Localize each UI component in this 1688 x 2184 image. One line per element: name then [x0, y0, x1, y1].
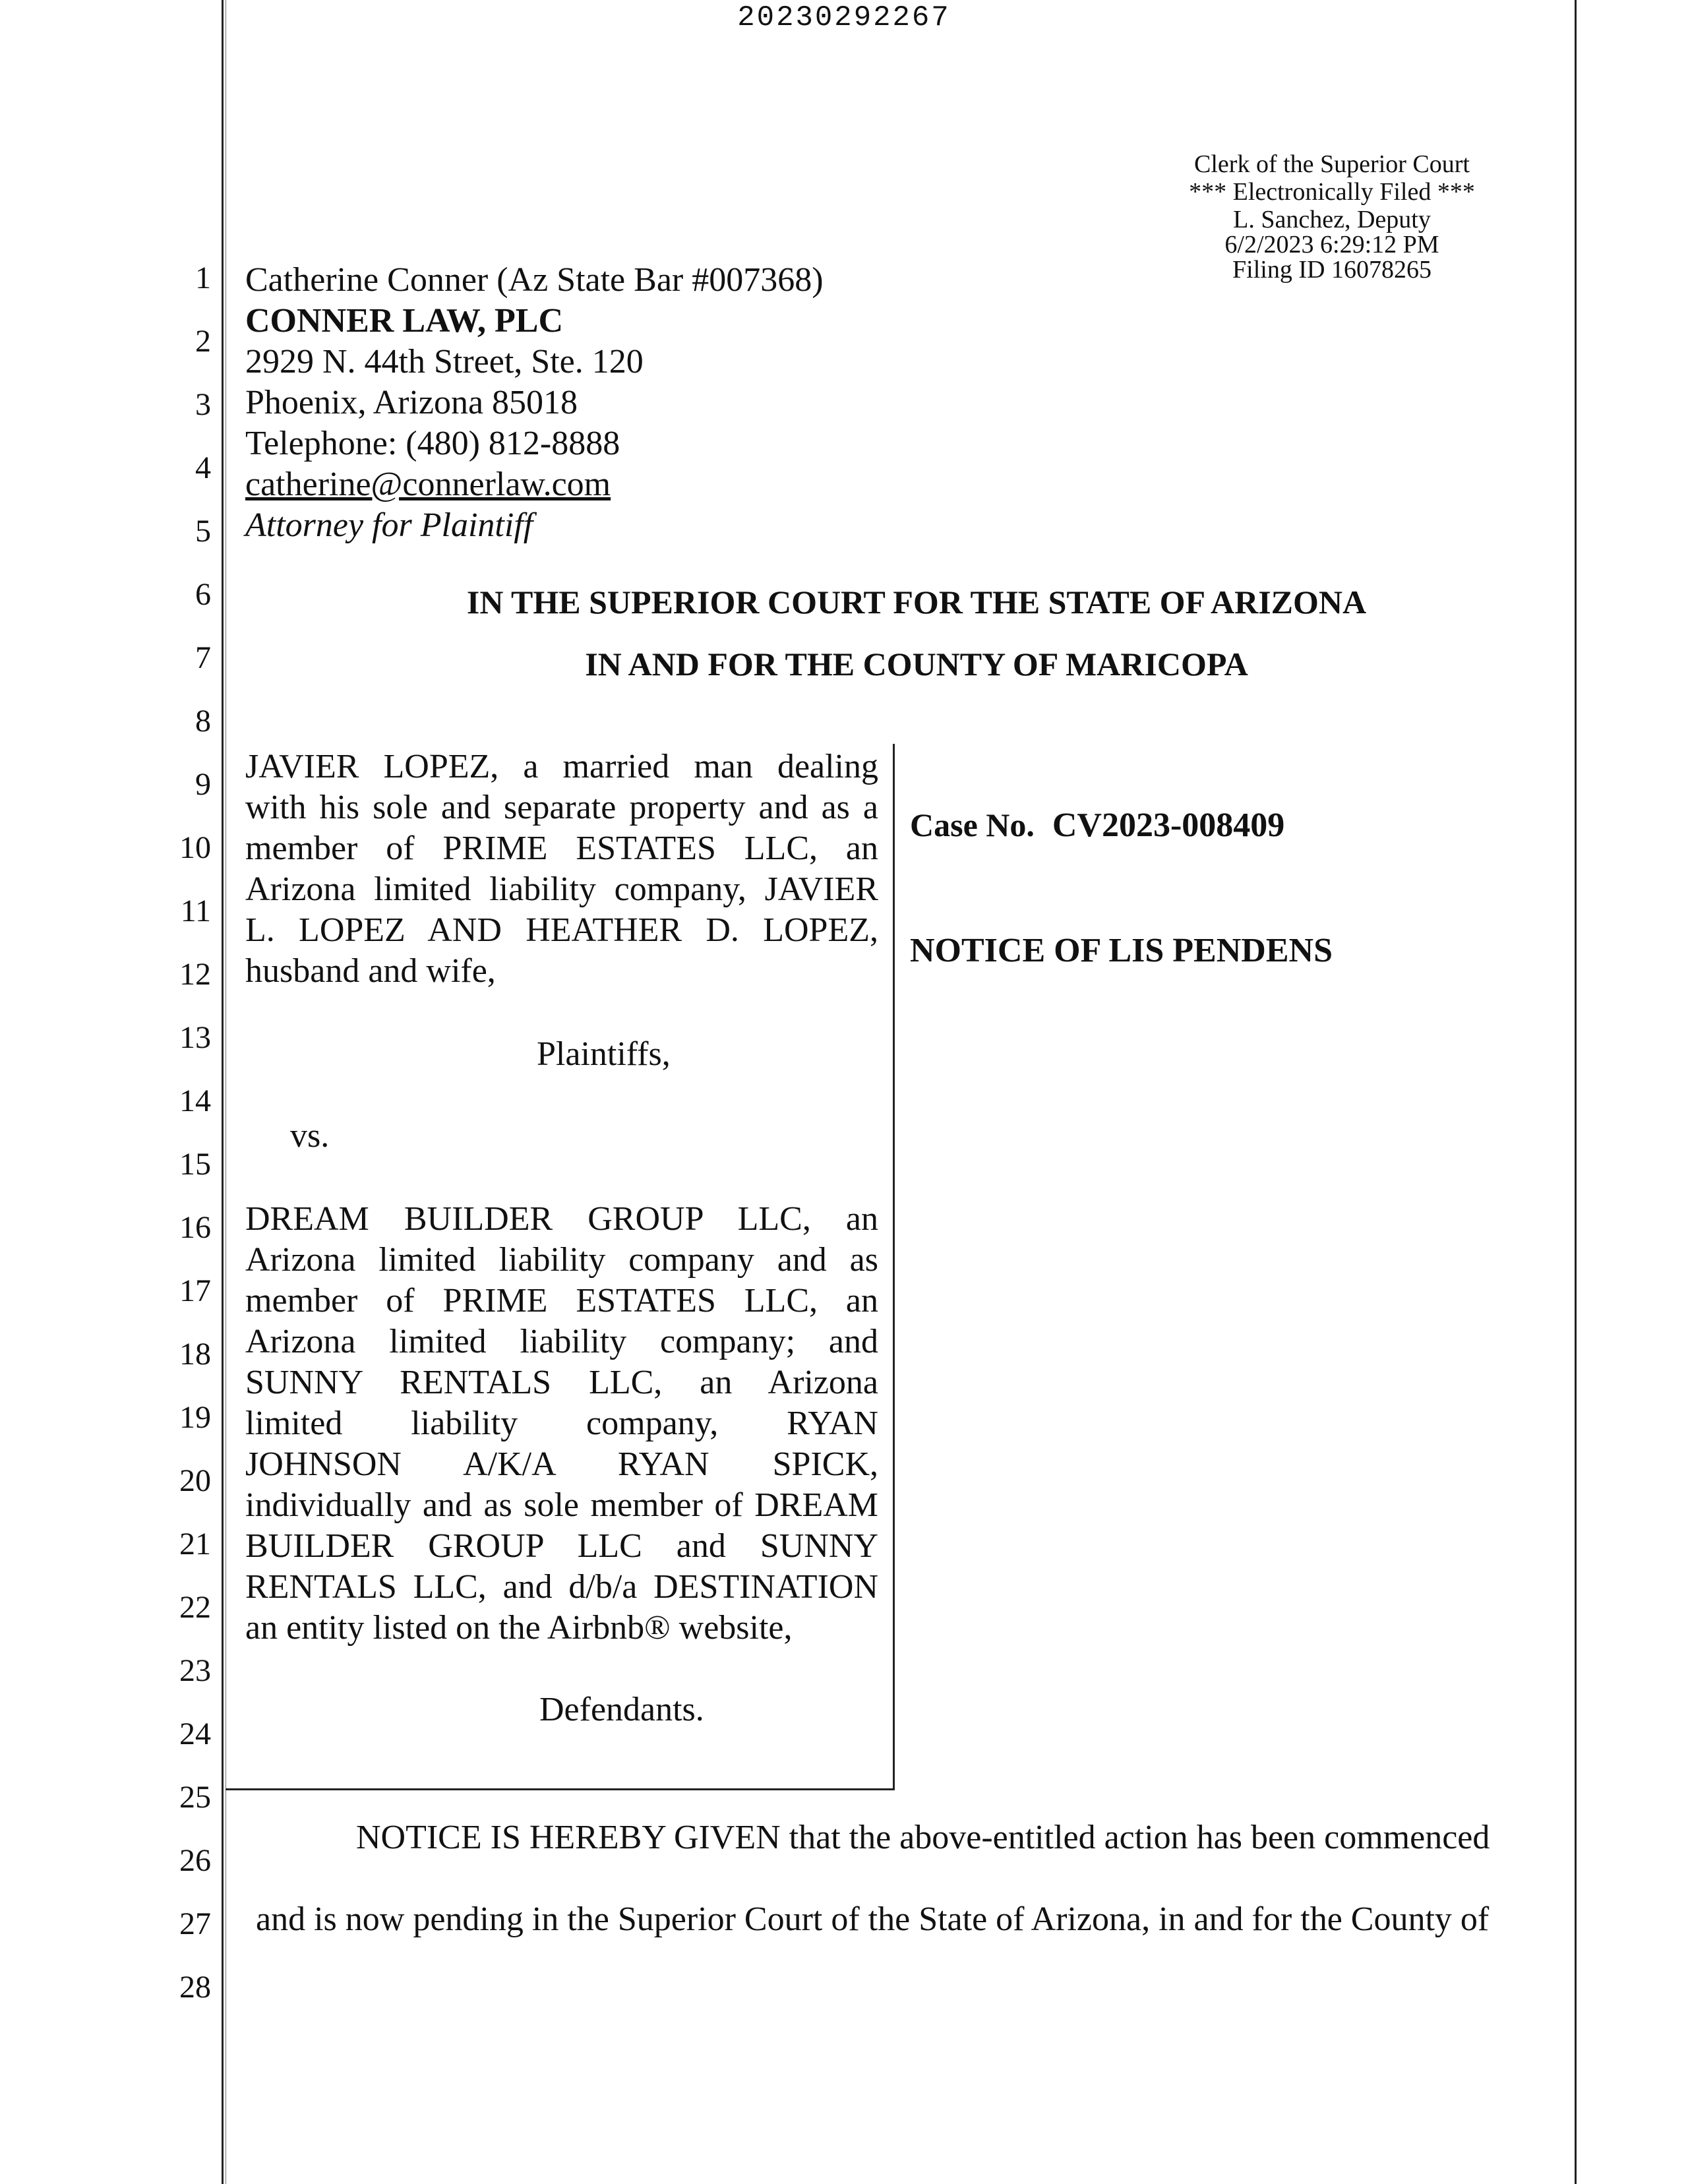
firm-city: Phoenix, Arizona 85018 [245, 384, 578, 421]
defendant-line: limited liability company, RYAN [245, 1405, 878, 1442]
firm-street: 2929 N. 44th Street, Ste. 120 [245, 343, 644, 380]
line-number: 26 [179, 1843, 211, 1878]
plaintiff-line: Arizona limited liability company, JAVIER [245, 870, 878, 908]
law-firm-name: CONNER LAW, PLC [245, 302, 564, 340]
court-heading-line: IN THE SUPERIOR COURT FOR THE STATE OF ARIZONA [466, 584, 1367, 621]
plaintiff-line: with his sole and separate property and as a [245, 789, 878, 826]
body-paragraph-line: NOTICE IS HEREBY GIVEN that the above-entitled action has been commenced [356, 1819, 1490, 1856]
defendant-line: SUNNY RENTALS LLC, an Arizona [245, 1364, 878, 1401]
line-number: 19 [179, 1400, 211, 1435]
line-number: 14 [179, 1083, 211, 1118]
case-number-label: Case No. [910, 806, 1035, 843]
clerk-stamp-line: Clerk of the Superior Court [1194, 150, 1470, 178]
line-number: 11 [180, 894, 211, 928]
line-number: 28 [179, 1970, 211, 2005]
line-number: 13 [179, 1020, 211, 1055]
defendant-line: Arizona limited liability company and as [245, 1241, 878, 1279]
line-number: 24 [179, 1716, 211, 1751]
case-number [910, 806, 1284, 845]
document-title: NOTICE OF LIS PENDENS [910, 932, 1333, 969]
clerk-stamp-line: 6/2/2023 6:29:12 PM [1224, 231, 1439, 258]
plaintiff-line: husband and wife, [245, 952, 496, 990]
court-heading-line: IN AND FOR THE COUNTY OF MARICOPA [585, 646, 1248, 682]
plaintiff-line: JAVIER LOPEZ, a married man dealing [245, 748, 878, 785]
line-number: 6 [195, 577, 211, 612]
defendant-line: JOHNSON A/K/A RYAN SPICK, [245, 1445, 878, 1483]
line-number: 16 [179, 1210, 211, 1245]
plaintiff-line: member of PRIME ESTATES LLC, an [245, 830, 878, 867]
versus-label: vs. [290, 1117, 330, 1155]
attorney-name: Catherine Conner (Az State Bar #007368) [245, 261, 824, 299]
body-paragraph-line: and is now pending in the Superior Court of the State of Arizona, in and for the County of [256, 1900, 1490, 1938]
case-number-value: CV2023-008409 [1052, 806, 1285, 844]
caption-divider-vertical [893, 744, 895, 1790]
defendant-line: BUILDER GROUP LLC and SUNNY [245, 1527, 878, 1565]
line-number: 3 [195, 387, 211, 422]
line-number: 8 [195, 704, 211, 739]
line-number: 10 [179, 830, 211, 865]
right-margin-rule [1575, 0, 1577, 2184]
left-margin-rule [222, 0, 224, 2184]
line-number: 9 [195, 767, 211, 802]
line-number: 18 [179, 1337, 211, 1372]
defendant-caption [245, 1199, 878, 1649]
line-number: 5 [195, 514, 211, 549]
line-number: 23 [179, 1653, 211, 1688]
line-number: 12 [179, 957, 211, 992]
clerk-stamp-line: *** Electronically Filed *** [1189, 178, 1475, 206]
line-number: 25 [179, 1780, 211, 1815]
clerk-stamp-line: L. Sanchez, Deputy [1233, 206, 1431, 233]
defendant-line: RENTALS LLC, and d/b/a DESTINATION [245, 1568, 878, 1606]
line-number: 20 [179, 1463, 211, 1498]
line-number: 15 [179, 1147, 211, 1182]
line-number: 22 [179, 1590, 211, 1625]
defendant-line: DREAM BUILDER GROUP LLC, an [245, 1200, 878, 1238]
line-number: 7 [195, 640, 211, 675]
defendant-line: Arizona limited liability company; and [245, 1323, 878, 1360]
defendant-line: an entity listed on the Airbnb® website, [245, 1609, 793, 1647]
clerk-stamp-line: Filing ID 16078265 [1232, 256, 1432, 284]
attorney-role: Attorney for Plaintiff [245, 506, 533, 544]
plaintiff-caption [245, 746, 878, 992]
line-number: 2 [195, 324, 211, 359]
line-number: 21 [179, 1527, 211, 1562]
defendants-label: Defendants. [539, 1691, 704, 1728]
attorney-email[interactable]: catherine@connerlaw.com [245, 466, 611, 503]
document-number: 20230292267 [737, 1, 951, 34]
line-number: 17 [179, 1273, 211, 1308]
court-heading [224, 583, 1609, 683]
line-number: 27 [179, 1906, 211, 1941]
line-number: 4 [195, 450, 211, 485]
caption-divider-horizontal [226, 1788, 895, 1790]
line-number: 1 [195, 260, 211, 295]
defendant-line: member of PRIME ESTATES LLC, an [245, 1282, 878, 1320]
clerk-filing-stamp [1147, 150, 1517, 284]
plaintiff-line: L. LOPEZ AND HEATHER D. LOPEZ, [245, 911, 878, 949]
firm-phone: Telephone: (480) 812-8888 [245, 425, 620, 462]
defendant-line: individually and as sole member of DREAM [245, 1486, 878, 1524]
plaintiffs-label: Plaintiffs, [537, 1035, 671, 1073]
attorney-block [245, 260, 1102, 546]
